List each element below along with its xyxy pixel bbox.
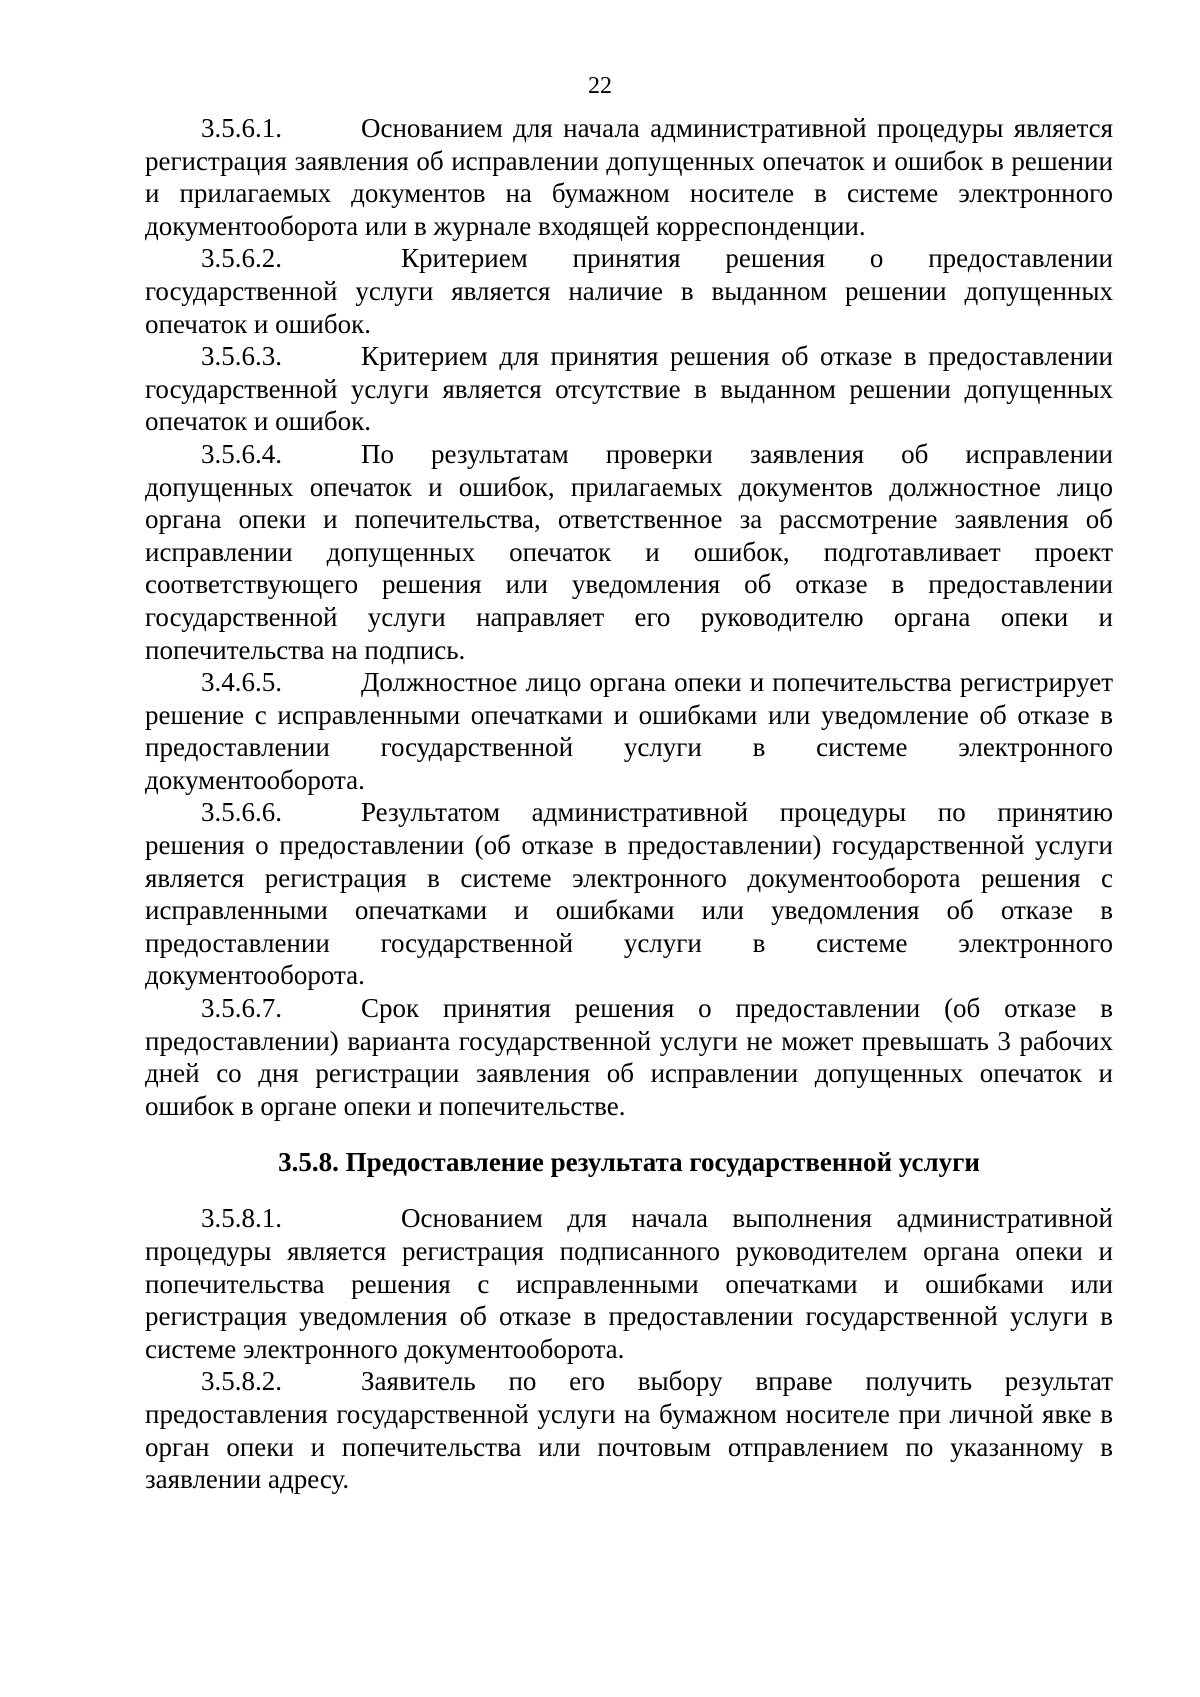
paragraph-number: 3.5.6.2. <box>201 243 282 274</box>
document-body <box>145 112 1113 1496</box>
paragraph-text: По результатам проверки заявления об исправлении допущенных опечаток и ошибок, прилагаемых документов должностное лицо органа опеки и попечительства, ответственное за рассмотрение заявления об исправлении допущенных опечаток и ошибок, подготавливает проект соответствующего решения или уведомления об отказе в предоставлении государственной услуги направляет его руководителю органа опеки и попечительства на подпись. <box>145 438 1113 665</box>
paragraph-text: Критерием принятия решения о предоставлении государственной услуги является наличие в выданном решении допущенных опечаток и ошибок. <box>145 243 1113 339</box>
paragraph-text: Основанием для начала выполнения административной процедуры является регистрация подписанного руководителем органа опеки и попечительства решения с исправленными опечатками и ошибками или регистрация уведомления об отказе в предоставлении государственной услуги в системе электронного документооборота. <box>145 1203 1113 1364</box>
paragraph-number: 3.4.6.5. <box>201 667 282 698</box>
section-heading: 3.5.8. Предоставление результата государственной услуги <box>278 1147 980 1178</box>
paragraph-text: Должностное лицо органа опеки и попечительства регистрирует решение с исправленными опечатками и ошибками или уведомление об отказе в предоставлении государственной услуги в системе электронного документооборота. <box>145 667 1113 795</box>
paragraph-3-5-8-1 <box>145 1202 1113 1365</box>
paragraph-text: Критерием для принятия решения об отказе в предоставлении государственной услуги является отсутствие в выданном решении допущенных опечаток и ошибок. <box>145 341 1113 437</box>
paragraph-3-5-6-6 <box>145 796 1113 992</box>
paragraph-3-5-8-2 <box>145 1365 1113 1495</box>
paragraph-text: Основанием для начала административной процедуры является регистрация заявления об исправлении допущенных опечаток и ошибок в решении и прилагаемых документов на бумажном носителе в системе электронного документооборота или в журнале входящей корреспонденции. <box>145 113 1113 241</box>
paragraph-3-4-6-5 <box>145 666 1113 796</box>
paragraph-number: 3.5.6.7. <box>201 993 282 1024</box>
page-number: 22 <box>588 73 612 99</box>
paragraph-number: 3.5.6.6. <box>201 797 282 828</box>
paragraph-3-5-6-2 <box>145 242 1113 340</box>
paragraph-3-5-6-7 <box>145 992 1113 1122</box>
paragraph-text: Результатом административной процедуры по принятию решения о предоставлении (об отказе в предоставлении) государственной услуги является регистрация в системе электронного документооборота решения с исправленными опечатками и ошибками или уведомления об отказе в предоставлении государственной услуги в системе электронного документооборота. <box>145 797 1113 991</box>
paragraph-3-5-6-4 <box>145 438 1113 666</box>
paragraph-text: Заявитель по его выбору вправе получить результат предоставления государственной услуги на бумажном носителе при личной явке в орган опеки и попечительства или почтовым отправлением по указанному в заявлении адресу. <box>145 1366 1113 1495</box>
paragraph-3-5-6-1 <box>145 112 1113 242</box>
paragraph-number: 3.5.6.3. <box>201 341 282 372</box>
paragraph-number: 3.5.8.2. <box>201 1366 282 1397</box>
paragraph-number: 3.5.8.1. <box>201 1203 282 1234</box>
paragraph-text: Срок принятия решения о предоставлении (об отказе в предоставлении) варианта государственной услуги не может превышать 3 рабочих дней со дня регистрации заявления об исправлении допущенных опечаток и ошибок в органе опеки и попечительстве. <box>145 993 1113 1121</box>
paragraph-3-5-6-3 <box>145 340 1113 438</box>
paragraph-number: 3.5.6.1. <box>201 113 282 143</box>
paragraph-number: 3.5.6.4. <box>201 438 282 469</box>
